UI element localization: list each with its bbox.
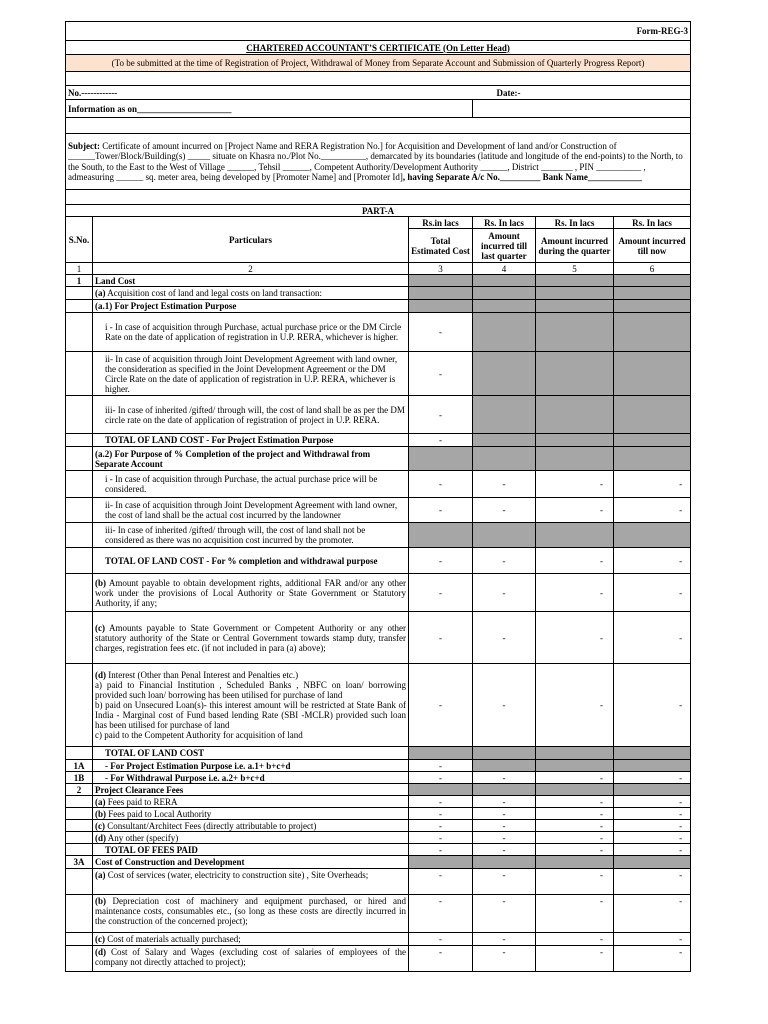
table-row [66,471,691,498]
table-row [66,396,691,434]
value-cell: - [409,772,473,784]
row-sno [66,498,93,523]
shaded-cell [473,784,536,796]
value-cell: - [614,844,691,856]
shaded-cell [473,760,536,772]
value-cell: - [409,664,473,747]
value-cell: - [536,498,614,523]
row-sno: 2 [66,784,93,796]
shaded-cell [614,523,691,548]
subject-paragraph [66,134,691,190]
form-title: CHARTERED ACCOUNTANT’S CERTIFICATE (On Letter Head) [66,41,691,55]
row-sno [66,808,93,820]
shaded-cell [614,352,691,396]
value-cell: - [536,946,614,972]
item-letter: (d) [95,670,106,680]
form-subtitle: (To be submitted at the time of Registration of Project, Withdrawal of Money from Separate Account and Submission of Quarterly Progress Report) [66,55,691,72]
value-cell: - [409,820,473,832]
table-row [66,447,691,471]
value-cell: - [409,832,473,844]
value-cell: - [614,832,691,844]
table-row [66,856,691,869]
shaded-cell [473,434,536,447]
shaded-cell [409,447,473,471]
unit-label: Rs. In lacs [536,217,614,229]
row-sno: 1B [66,772,93,784]
row-label [93,933,409,946]
row-sno [66,869,93,895]
value-cell: - [614,808,691,820]
value-cell: - [473,574,536,612]
value-cell: - [409,895,473,933]
row-sno [66,832,93,844]
spacer [66,72,691,86]
row-label: TOTAL OF LAND COST [93,747,409,760]
shaded-cell [473,275,536,287]
row-sno: 3A [66,856,93,869]
item-letter: (b) [95,896,106,906]
value-cell: - [536,869,614,895]
shaded-cell [614,784,691,796]
row-sno [66,946,93,972]
row-sno [66,548,93,574]
table-row [66,747,691,760]
table-row [66,434,691,447]
row-label: iii- In case of inherited /gifted/ through will, the cost of land shall be as per the DM circle rate on the date of application of registration of project in U.P. RERA. [93,396,409,434]
row-label [93,612,409,664]
shaded-cell [614,275,691,287]
shaded-cell [473,352,536,396]
value-cell: - [614,574,691,612]
item-text: Any other (specify) [106,832,179,843]
value-cell: - [409,574,473,612]
shaded-cell [409,856,473,869]
column-number: 3 [409,263,473,275]
value-cell: - [536,933,614,946]
item-letter: (d) [95,832,106,843]
row-sno [66,747,93,760]
value-cell: - [409,434,473,447]
shaded-cell [536,784,614,796]
table-row [66,946,691,972]
form-id: Form-REG-3 [66,22,691,41]
value-cell: - [536,895,614,933]
header-sno: S.No. [66,217,93,263]
value-cell: - [536,808,614,820]
shaded-cell [536,313,614,352]
row-label: ii- In case of acquisition through Joint Development Agreement with land owner, the consideration as specified in the Joint Development Agreement or the DM Circle Rate on the date of application of registration in U.P. RERA, whichever is higher. [93,352,409,396]
value-cell: - [536,832,614,844]
value-cell: - [536,574,614,612]
value-cell: - [473,820,536,832]
shaded-cell [536,300,614,313]
table-row [66,784,691,796]
value-cell: - [536,820,614,832]
item-text: Cost of materials actually purchased; [105,934,241,944]
row-sno [66,933,93,946]
value-cell: - [473,498,536,523]
row-label [93,808,409,820]
row-sno [66,396,93,434]
shaded-cell [614,396,691,434]
value-cell: - [614,933,691,946]
subject-account: , having Separate A/c No._________ Bank Name____________ [402,172,642,182]
interest-a: a) paid to Financial Institution , Scheduled Banks , NBFC on loan/ borrowing provided such loan/ borrowing has been utilised for purchase of land [95,680,406,700]
shaded-cell [473,523,536,548]
table-row [66,772,691,784]
value-cell: - [536,471,614,498]
value-cell: - [614,820,691,832]
item-text: Amounts payable to State Government or Competent Authority or any other statutory authority of the State or Central Government towards stamp duty, transfer charges, registration fees etc. (if not included in para (a) above); [95,622,406,653]
value-cell: - [614,796,691,808]
shaded-cell [536,275,614,287]
information-blank [473,100,691,118]
table-row [66,820,691,832]
table-row [66,664,691,747]
value-cell: - [614,946,691,972]
header-incurred-during-quarter: Amount incurred during the quarter [536,229,614,263]
value-cell: - [409,946,473,972]
value-cell: - [409,498,473,523]
table-row [66,313,691,352]
value-cell: - [473,612,536,664]
row-sno [66,434,93,447]
value-cell: - [614,471,691,498]
value-cell: - [536,772,614,784]
value-cell: - [473,548,536,574]
item-text: Fees paid to RERA [105,796,178,807]
shaded-cell [409,747,473,760]
value-cell: - [473,844,536,856]
shaded-cell [536,760,614,772]
shaded-cell [614,300,691,313]
row-label: iii- In case of inherited /gifted/ through will, the cost of land shall not be considered as there was no acquisition cost incurred by the promoter. [93,523,409,548]
value-cell: - [409,612,473,664]
value-cell: - [473,664,536,747]
item-letter: (b) [95,808,106,819]
row-label: - For Withdrawal Purpose i.e. a.2+ b+c+d [93,772,409,784]
table-row [66,352,691,396]
table-row [66,869,691,895]
value-cell: - [614,548,691,574]
item-letter: (c) [95,934,105,944]
row-sno [66,447,93,471]
row-label [93,574,409,612]
value-cell: - [614,612,691,664]
value-cell: - [473,796,536,808]
value-cell: - [409,844,473,856]
value-cell: - [473,808,536,820]
shaded-cell [536,856,614,869]
row-sno: 1 [66,275,93,287]
shaded-cell [409,300,473,313]
row-sno [66,895,93,933]
unit-label: Rs. In lacs [473,217,536,229]
shaded-cell [536,447,614,471]
table-row [66,796,691,808]
information-as-on: Information as on_____________________ [66,100,473,118]
row-label: i - In case of acquisition through Purchase, the actual purchase price will be considered. [93,471,409,498]
value-cell: - [536,548,614,574]
row-sno [66,300,93,313]
value-cell: - [409,869,473,895]
certificate-table [65,21,691,972]
table-row [66,808,691,820]
item-text: Depreciation cost of machinery and equipment purchased, or hired and maintenance costs, consumables etc., (so long as these costs are directly incurred in the construction of the concerned project); [95,896,406,926]
shaded-cell [614,747,691,760]
item-text: Amount payable to obtain development rights, additional FAR and/or any other work under the provisions of Local Authority or State Government or Statutory Authority, if any; [95,577,406,608]
shaded-cell [536,396,614,434]
row-label: Project Clearance Fees [93,784,409,796]
shaded-cell [473,313,536,352]
shaded-cell [409,784,473,796]
row-label: i - In case of acquisition through Purchase, actual purchase price or the DM Circle Rate on the date of application of registration in U.P. RERA, whichever is higher. [93,313,409,352]
value-cell: - [614,869,691,895]
row-sno [66,612,93,664]
row-sno [66,313,93,352]
row-label [93,664,409,747]
shaded-cell [536,352,614,396]
value-cell: - [536,796,614,808]
item-text: Cost of Salary and Wages (excluding cost of salaries of employees of the company not directly attached to project); [95,947,406,967]
value-cell: - [473,869,536,895]
table-row [66,832,691,844]
shaded-cell [614,760,691,772]
row-label [93,832,409,844]
row-label [93,895,409,933]
shaded-cell [473,747,536,760]
shaded-cell [409,523,473,548]
item-letter: (a) [95,796,106,807]
row-label [93,287,409,300]
row-label [93,820,409,832]
item-text: Cost of services (water, electricity to construction site) , Site Overheads; [105,870,369,880]
table-row [66,895,691,933]
table-row [66,300,691,313]
shaded-cell [473,287,536,300]
shaded-cell [473,300,536,313]
header-particulars: Particulars [93,217,409,263]
table-row [66,933,691,946]
subject-text: Certificate of amount incurred on [Project Name and RERA Registration No.] for Acquisition and Development of land and/or Construction of ______Tower/Block/Building(s) _____ situate on Khasra no./Plot No.__________, demarcated by its boundaries (latitude and longitude of the end-points) to the North, to the South, to the East to the West of Village ______, Tehsil ______, Competent Authority/Development Authority ______, District _______ , PIN __________ , admeasuring ______ sq. meter area, being developed by [Promoter Name] and [Promoter Id] [68,140,683,182]
form-sheet [65,21,690,972]
spacer [66,118,691,134]
value-cell: - [473,772,536,784]
item-letter: (c) [95,820,105,831]
interest-c: c) paid to the Competent Authority for acquisition of land [95,730,303,740]
item-letter: (b) [95,577,106,588]
shaded-cell [614,313,691,352]
row-label: TOTAL OF FEES PAID [93,844,409,856]
value-cell: - [409,313,473,352]
value-cell: - [614,498,691,523]
subject-label: Subject: [68,140,100,151]
row-sno: 1A [66,760,93,772]
shaded-cell [536,523,614,548]
table-row [66,523,691,548]
column-number: 1 [66,263,93,275]
shaded-cell [409,287,473,300]
value-cell: - [536,612,614,664]
shaded-cell [614,434,691,447]
item-letter: (d) [95,947,106,957]
row-sno [66,796,93,808]
certificate-number: No.------------ [66,86,473,100]
table-row [66,612,691,664]
row-label: (a.1) For Project Estimation Purpose [93,300,409,313]
value-cell: - [409,808,473,820]
item-text: Fees paid to Local Authority [106,808,212,819]
row-sno [66,664,93,747]
row-sno [66,471,93,498]
value-cell: - [409,352,473,396]
column-number: 4 [473,263,536,275]
row-sno [66,352,93,396]
value-cell: - [409,396,473,434]
table-row [66,574,691,612]
value-cell: - [473,933,536,946]
item-letter: (a) [95,288,106,298]
header-total-estimated-cost: Total Estimated Cost [409,229,473,263]
value-cell: - [536,664,614,747]
column-number: 5 [536,263,614,275]
shaded-cell [614,856,691,869]
shaded-cell [536,287,614,300]
row-label [93,796,409,808]
shaded-cell [473,856,536,869]
unit-label: Rs. In lacs [614,217,691,229]
table-row [66,287,691,300]
item-text: Consultant/Architect Fees (directly attributable to project) [105,820,317,831]
table-row [66,498,691,523]
interest-intro [95,670,406,680]
row-label: TOTAL OF LAND COST - For Project Estimation Purpose [93,434,409,447]
shaded-cell [536,747,614,760]
item-letter: (a) [95,870,106,880]
row-sno [66,844,93,856]
row-label [93,946,409,972]
row-label: Cost of Construction and Development [93,856,409,869]
part-heading: PART-A [66,205,691,217]
column-number: 6 [614,263,691,275]
header-incurred-till-now: Amount incurred till now [614,229,691,263]
row-sno [66,523,93,548]
item-letter: (c) [95,622,105,633]
shaded-cell [473,447,536,471]
item-text: Interest (Other than Penal Interest and Penalties etc.) [106,670,299,680]
column-number: 2 [93,263,409,275]
shaded-cell [473,396,536,434]
value-cell: - [614,772,691,784]
value-cell: - [614,664,691,747]
spacer [66,190,691,205]
row-sno [66,820,93,832]
value-cell: - [473,895,536,933]
row-label: TOTAL OF LAND COST - For % completion and withdrawal purpose [93,548,409,574]
row-label: - For Project Estimation Purpose i.e. a.1+ b+c+d [93,760,409,772]
value-cell: - [409,548,473,574]
shaded-cell [409,275,473,287]
value-cell: - [409,760,473,772]
row-sno [66,574,93,612]
value-cell: - [473,946,536,972]
certificate-date: Date:- [473,86,691,100]
row-label: ii- In case of acquisition through Joint Development Agreement with land owner, the cost of land shall be the actual cost incurred by the landowner [93,498,409,523]
row-sno [66,287,93,300]
shaded-cell [614,287,691,300]
value-cell: - [614,895,691,933]
table-row [66,548,691,574]
value-cell: - [409,471,473,498]
table-row [66,844,691,856]
table-row [66,275,691,287]
shaded-cell [536,434,614,447]
interest-b: b) paid on Unsecured Loan(s)- this interest amount will be restricted at State Bank of India - Marginal cost of Fund based lending Rate (SBI -MCLR) provided such loan has been utilised for purchase of land [95,700,406,730]
value-cell: - [536,844,614,856]
unit-label: Rs.in lacs [409,217,473,229]
item-text: Acquisition cost of land and legal costs on land transaction: [105,288,322,298]
shaded-cell [614,447,691,471]
row-label [93,869,409,895]
value-cell: - [409,796,473,808]
row-label: (a.2) For Purpose of % Completion of the project and Withdrawal from Separate Account [93,447,409,471]
header-incurred-last-quarter: Amount incurred till last quarter [473,229,536,263]
table-row [66,760,691,772]
value-cell: - [473,471,536,498]
row-label: Land Cost [93,275,409,287]
value-cell: - [473,832,536,844]
value-cell: - [409,933,473,946]
